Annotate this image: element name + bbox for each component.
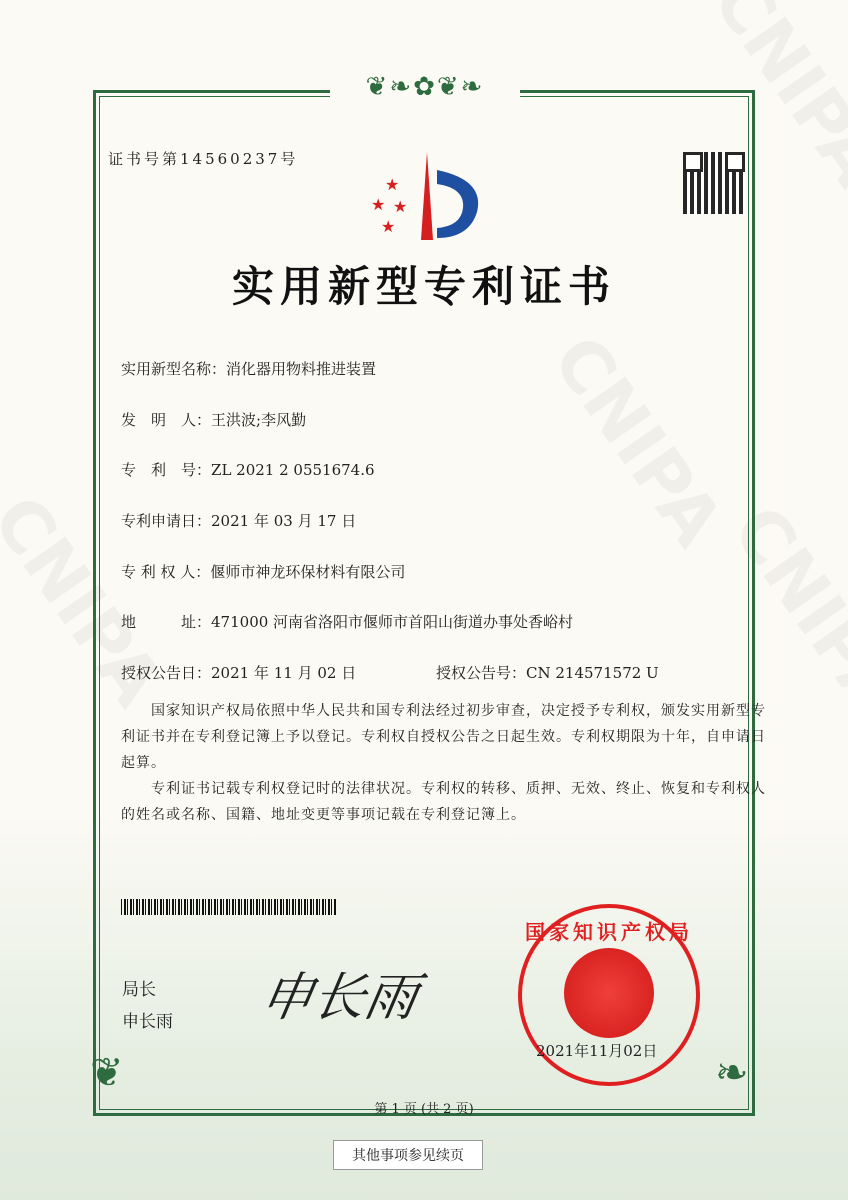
field-announcement-number xyxy=(436,662,659,683)
certificate-number: 证书号第14560237号 xyxy=(108,150,299,168)
field-value: 偃师市神龙环保材料有限公司 xyxy=(210,563,406,581)
continue-note: 其他事项参见续页 xyxy=(333,1140,483,1170)
paragraph-legal-status: 专利证书记载专利权登记时的法律状况。专利权的转移、质押、无效、终止、恢复和专利权人的姓名或名称、国籍、地址变更等事项记载在专利登记簿上。 xyxy=(121,781,766,823)
field-label: 专 利 权 人： xyxy=(121,563,211,581)
field-label: 实用新型名称： xyxy=(121,360,227,378)
field-label: 专利申请日： xyxy=(121,512,212,530)
field-value: 2021 年 03 月 17 日 xyxy=(211,512,357,530)
field-value: 2021 年 11 月 02 日 xyxy=(211,664,357,682)
field-inventor xyxy=(121,409,306,430)
field-grant-date xyxy=(121,662,356,683)
top-ornament-icon: ❦❧✿❦❧ xyxy=(330,72,520,102)
cnipa-logo-icon xyxy=(365,150,490,245)
field-label: 发 明 人： xyxy=(121,411,212,429)
page-indicator: 第 1 页 (共 2 页) xyxy=(374,1102,474,1117)
field-value: CN 214571572 U xyxy=(526,664,659,682)
director-name: 申长雨 xyxy=(122,1012,173,1032)
field-utility-model-name xyxy=(121,358,376,379)
barcode xyxy=(121,899,337,915)
svg-text:★: ★ xyxy=(385,175,400,194)
svg-text:★: ★ xyxy=(371,195,386,214)
qr-code xyxy=(683,152,745,214)
corner-ornament-icon: ❦ xyxy=(90,1050,124,1096)
field-application-date xyxy=(121,510,356,531)
svg-text:★: ★ xyxy=(381,217,396,236)
seal-date: 2021年11月02日 xyxy=(536,1042,658,1060)
field-address xyxy=(121,611,573,632)
field-label: 专 利 号： xyxy=(121,461,212,479)
field-patent-number xyxy=(121,459,375,480)
field-patentee xyxy=(121,561,405,582)
field-label: 地 址： xyxy=(121,613,212,631)
director-title: 局长 xyxy=(122,980,156,1000)
field-label: 授权公告号： xyxy=(436,664,527,682)
field-value: ZL 2021 2 0551674.6 xyxy=(211,461,375,479)
national-emblem-icon xyxy=(564,948,654,1038)
corner-ornament-icon: ❧ xyxy=(715,1050,749,1096)
paragraph-grant: 国家知识产权局依照中华人民共和国专利法经过初步审查，决定授予专利权，颁发实用新型专利证书并在专利登记簿上予以登记。专利权自授权公告之日起生效。专利权期限为十年，自申请日起算。 xyxy=(121,703,766,771)
field-value: 471000 河南省洛阳市偃师市首阳山街道办事处香峪村 xyxy=(211,613,574,631)
field-label: 授权公告日： xyxy=(121,664,212,682)
svg-text:★: ★ xyxy=(393,197,408,216)
field-value: 消化器用物料推进装置 xyxy=(226,360,377,378)
seal-text: 国家知识产权局 xyxy=(525,920,693,944)
page-title: 实用新型专利证书 xyxy=(231,262,616,311)
signature: 申长雨 xyxy=(255,968,423,1028)
field-value: 王洪波;李风勤 xyxy=(211,411,307,429)
